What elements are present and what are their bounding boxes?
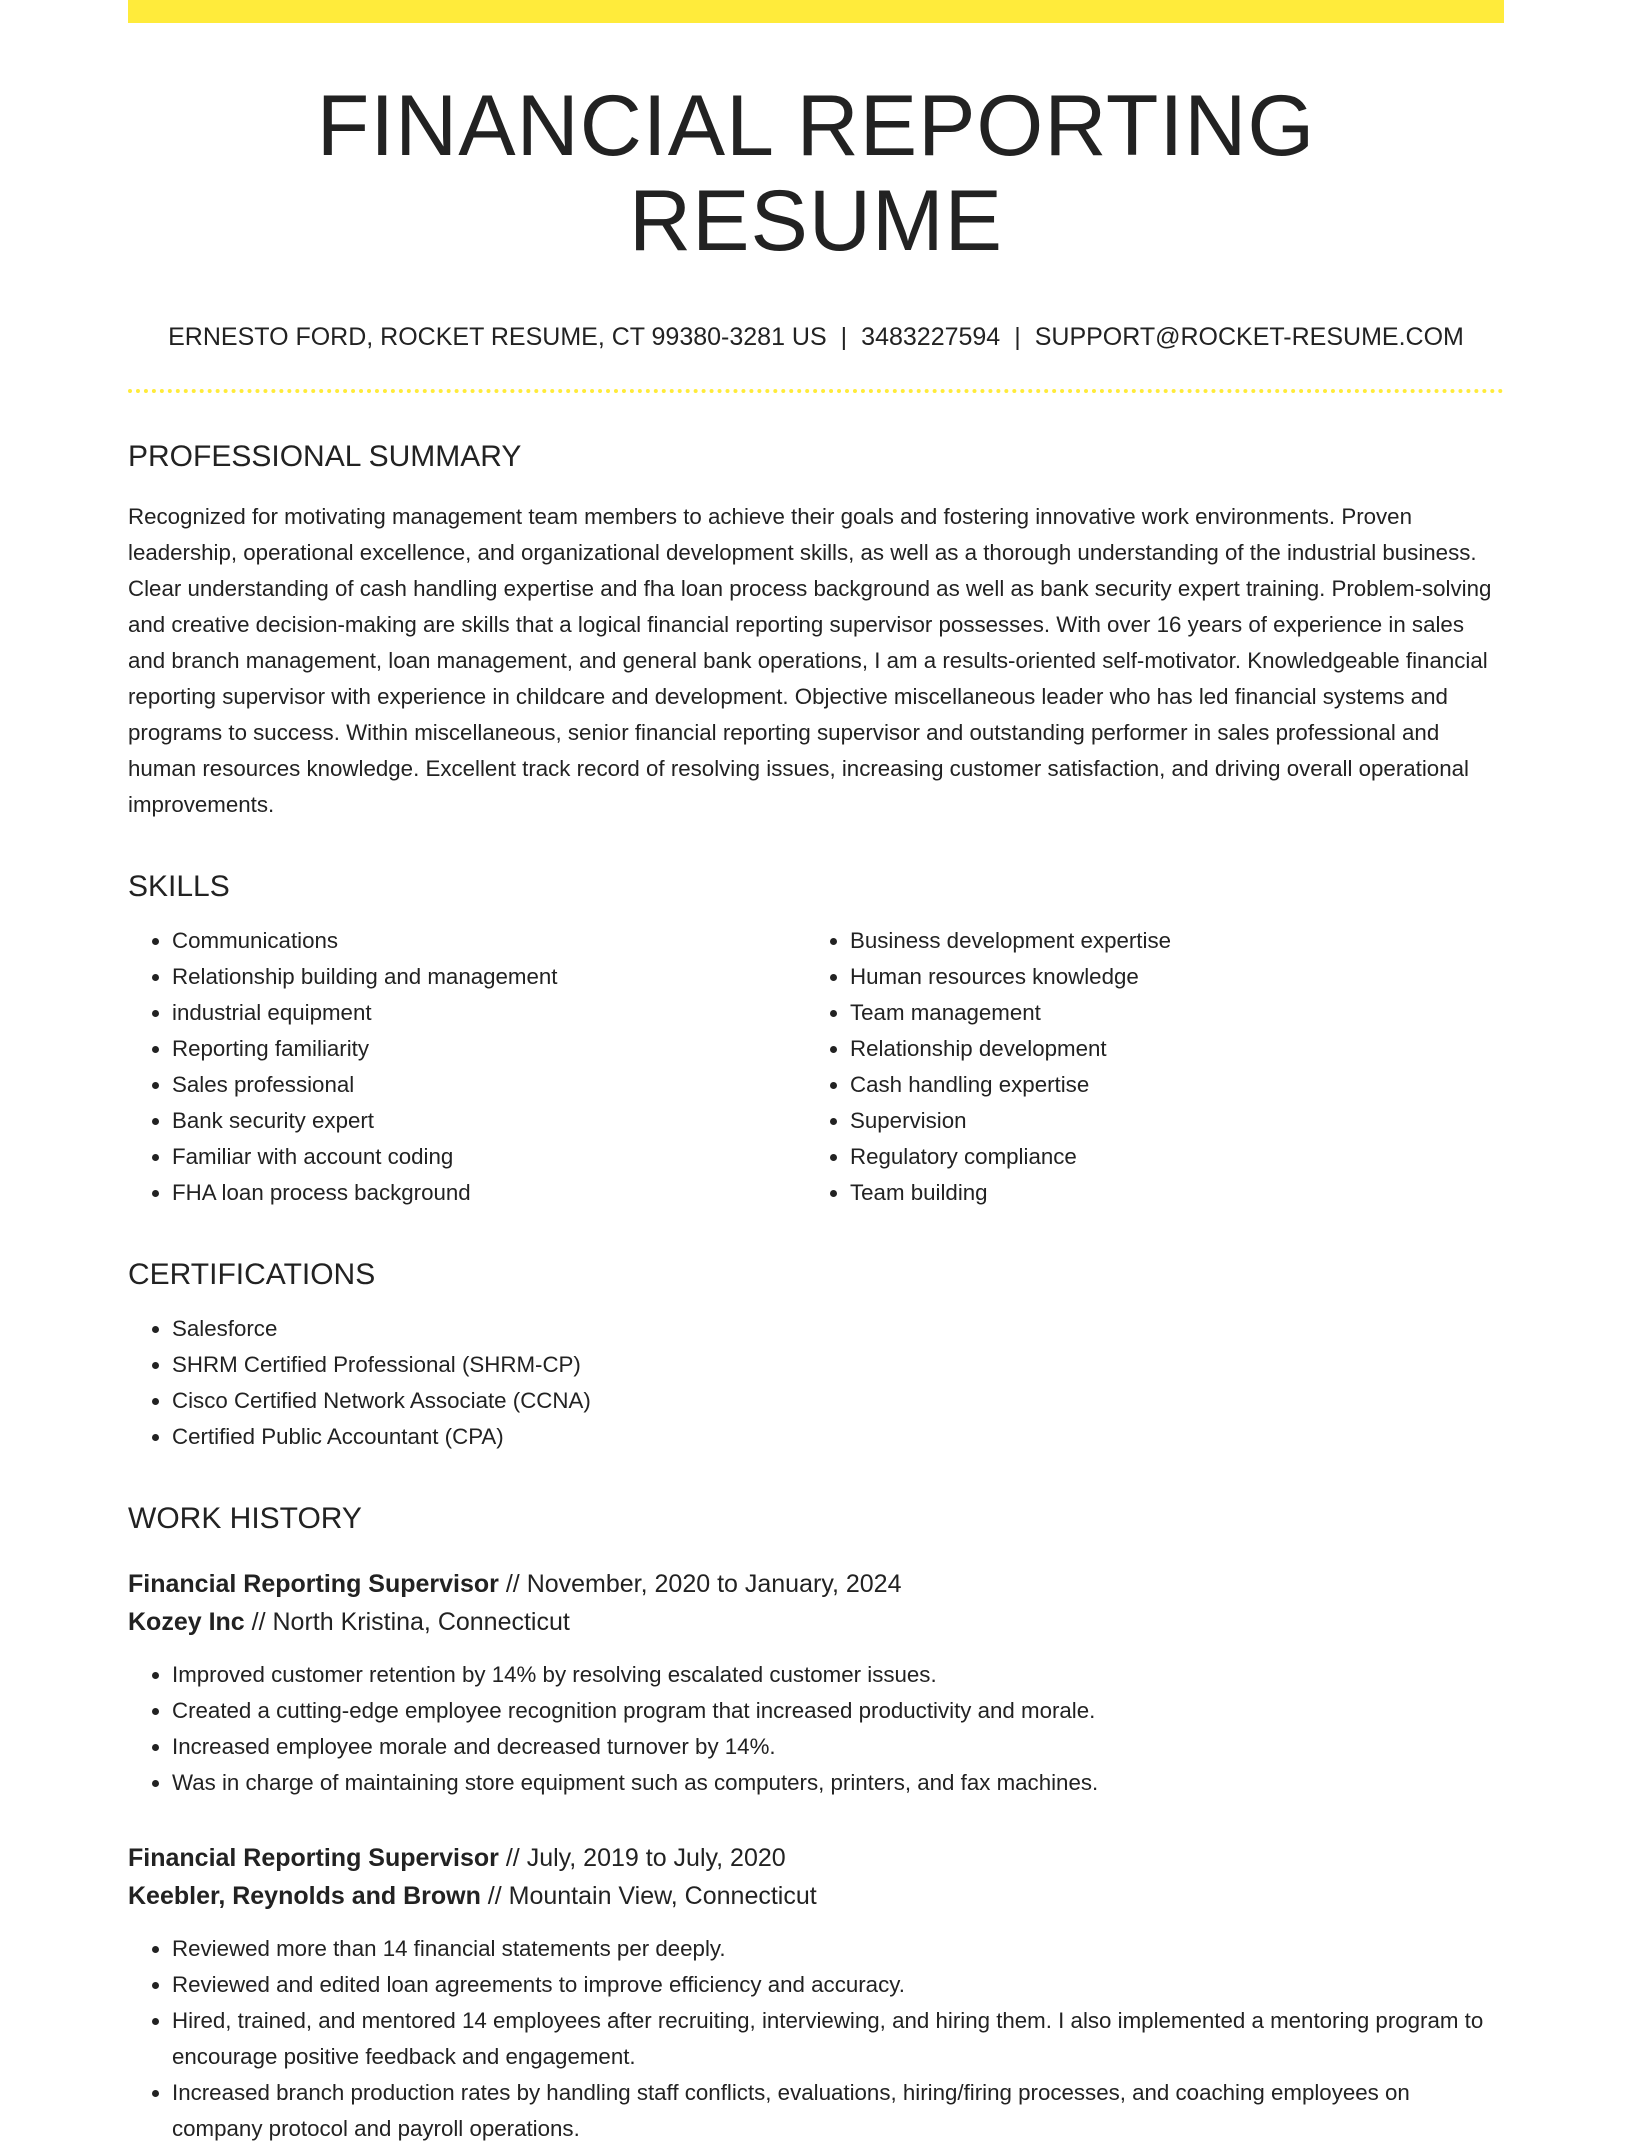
top-accent-bar [128,0,1504,23]
skill-item: • Regulatory compliance [850,1139,1484,1175]
job-bullets [128,1657,1504,1801]
work-history-heading: WORK HISTORY [128,1502,362,1536]
job-title-line [128,1839,1504,1877]
skill-item: • Team building [850,1175,1484,1211]
skill-item: • Relationship building and management [172,959,806,995]
certification-item: • SHRM Certified Professional (SHRM-CP) [172,1347,1504,1383]
contact-phone: 3483227594 [861,323,1001,352]
job-company-line [128,1877,1504,1915]
job-title: Financial Reporting Supervisor [128,1844,499,1873]
skills-columns [128,923,1504,1211]
summary-heading: PROFESSIONAL SUMMARY [128,440,522,474]
skill-item: • Team management [850,995,1484,1031]
job-entry [128,1839,1504,2147]
skill-item: • industrial equipment [172,995,806,1031]
job-company: Keebler, Reynolds and Brown [128,1882,481,1911]
dotted-divider [128,389,1504,393]
skill-item: • Communications [172,923,806,959]
certifications-heading: CERTIFICATIONS [128,1258,376,1292]
contact-address: ERNESTO FORD, ROCKET RESUME, CT 99380-3281 US [168,323,827,352]
page-title: FINANCIAL REPORTING RESUME [316,78,1316,269]
job-bullet: • Reviewed and edited loan agreements to improve efficiency and accuracy. [172,1967,1504,2003]
skills-heading: SKILLS [128,870,230,904]
contact-separator: | [840,323,848,352]
certifications-list [128,1311,1504,1455]
job-bullet: • Reviewed more than 14 financial statements per deeply. [172,1931,1504,1967]
job-bullets [128,1931,1504,2147]
job-company-line [128,1603,1504,1641]
job-dates: // July, 2019 to July, 2020 [498,1844,786,1873]
skill-item: • Human resources knowledge [850,959,1484,995]
certification-item: • Cisco Certified Network Associate (CCNA) [172,1383,1504,1419]
job-title: Financial Reporting Supervisor [128,1570,499,1599]
skill-item: • Relationship development [850,1031,1484,1067]
contact-email: SUPPORT@ROCKET-RESUME.COM [1034,323,1464,352]
job-bullet: • Increased employee morale and decreased turnover by 14%. [172,1729,1504,1765]
contact-separator: | [1014,323,1021,352]
resume-page [128,0,1504,2147]
job-entry [128,1565,1504,1801]
skill-item: • Business development expertise [850,923,1484,959]
skill-item: • Supervision [850,1103,1484,1139]
contact-line [128,322,1504,352]
skill-item: • Cash handling expertise [850,1067,1484,1103]
job-bullet: • Improved customer retention by 14% by resolving escalated customer issues. [172,1657,1504,1693]
job-bullet: • Increased branch production rates by handling staff conflicts, evaluations, hiring/firing processes, and coaching employees on company protocol and payroll operations. [172,2075,1504,2147]
job-bullet: • Was in charge of maintaining store equipment such as computers, printers, and fax machines. [172,1765,1504,1801]
certification-item: • Salesforce [172,1311,1504,1347]
skill-item: • Familiar with account coding [172,1139,806,1175]
job-dates: // November, 2020 to January, 2024 [498,1570,902,1599]
skills-list-right [806,923,1484,1211]
skill-item: • Bank security expert [172,1103,806,1139]
certification-item: • Certified Public Accountant (CPA) [172,1419,1504,1455]
summary-text: Recognized for motivating management team members to achieve their goals and fostering innovative work environments. Proven leadership, operational excellence, and organizational development skills, as well as a thorough understanding of the industrial business. Clear understanding of cash handling expertise and fha loan process background as well as bank security expert training. Problem-solving and creative decision-making are skills that a logical financial reporting supervisor possesses. With over 16 years of experience in sales and branch management, loan management, and general bank operations, I am a results-oriented self-motivator. Knowledgeable financial reporting supervisor with experience in childcare and development. Objective miscellaneous leader who has led financial systems and programs to success. Within miscellaneous, senior financial reporting supervisor and outstanding performer in sales professional and human resources knowledge. Excellent track record of resolving issues, increasing customer satisfaction, and driving overall operational improvements. [128,504,1492,818]
skill-item: • FHA loan process background [172,1175,806,1211]
job-location: // Mountain View, Connecticut [480,1882,817,1911]
job-bullet: • Created a cutting-edge employee recognition program that increased productivity and morale. [172,1693,1504,1729]
skill-item: • Reporting familiarity [172,1031,806,1067]
skill-item: • Sales professional [172,1067,806,1103]
job-title-line [128,1565,1504,1603]
job-company: Kozey Inc [128,1608,245,1637]
job-bullet: • Hired, trained, and mentored 14 employees after recruiting, interviewing, and hiring them. I also implemented a mentoring program to encourage positive feedback and engagement. [172,2003,1504,2075]
skills-list-left [128,923,806,1211]
job-location: // North Kristina, Connecticut [244,1608,570,1637]
